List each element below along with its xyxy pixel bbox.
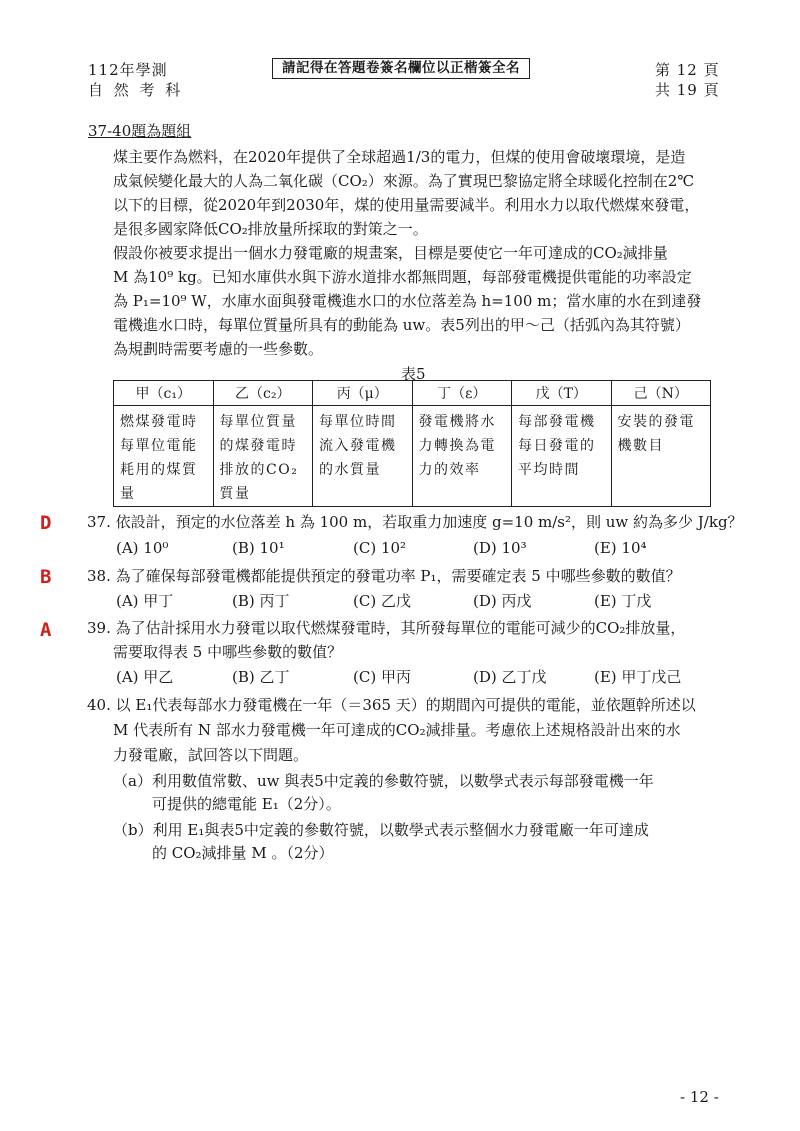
group-title: 37-40題為題組 xyxy=(88,122,192,140)
answer-mark: B xyxy=(40,566,52,588)
table-header-cell: 丁（ε） xyxy=(412,381,512,406)
question-40-stem-cont: 力發電廠，試回答以下問題。 xyxy=(113,746,309,764)
table-header-cell: 甲（c₁） xyxy=(114,381,214,406)
exam-subject: 自 然 考 科 xyxy=(88,81,184,99)
exam-year: 112年學測 xyxy=(88,61,168,79)
question-40-stem-cont: M 代表所有 N 部水力發電機一年可達成的CO₂減排量。考慮依上述規格設計出來的水 xyxy=(113,721,681,739)
total-pages: 共 19 頁 xyxy=(655,81,720,99)
table-cell: 安裝的發電機數目 xyxy=(611,406,711,507)
signature-reminder-banner: 請記得在答題卷簽名欄位以正楷簽全名 xyxy=(272,58,530,79)
question-40-part-a: （a）利用數值常數、uw 與表5中定義的參數符號，以數學式表示每部發電機一年 xyxy=(113,772,654,790)
table-cell: 每部發電機每日發電的平均時間 xyxy=(512,406,612,507)
passage-line: 為規劃時需要考慮的一些參數。 xyxy=(113,340,324,358)
option: (A) 甲丁 xyxy=(116,592,174,610)
question-40-part-a-cont: 可提供的總電能 E₁（2分）。 xyxy=(152,795,341,813)
question-39-stem-cont: 需要取得表 5 中哪些參數的數值？ xyxy=(113,643,343,661)
table-cell: 燃煤發電時每單位電能耗用的煤質量 xyxy=(114,406,214,507)
question-39-stem: 39. 為了估計採用水力發電以取代燃煤發電時，其所發每單位的電能可減少的CO₂排放量， xyxy=(87,619,686,637)
option: (A) 10⁰ xyxy=(116,539,169,557)
option: (C) 10² xyxy=(353,539,407,557)
table-row xyxy=(114,406,711,507)
table-cell: 發電機將水力轉換為電力的效率 xyxy=(412,406,512,507)
option: (B) 乙丁 xyxy=(232,668,290,686)
answer-mark: A xyxy=(40,619,52,641)
table-cell: 每單位時間流入發電機的水質量 xyxy=(313,406,413,507)
passage-line: 假設你被要求提出一個水力發電廠的規畫案，目標是要使它一年可達成的CO₂減排量 xyxy=(113,244,668,262)
table-header-cell: 己（N） xyxy=(611,381,711,406)
option: (D) 丙戊 xyxy=(473,592,532,610)
option: (D) 乙丁戊 xyxy=(473,668,547,686)
option: (E) 甲丁戊己 xyxy=(594,668,682,686)
option: (E) 10⁴ xyxy=(594,539,647,557)
page-indicator: 第 12 頁 xyxy=(655,61,720,79)
question-40-part-b: （b）利用 E₁與表5中定義的參數符號，以數學式表示整個水力發電廠一年可達成 xyxy=(113,821,649,839)
passage-line: 是很多國家降低CO₂排放量所採取的對策之一。 xyxy=(113,220,428,238)
option: (A) 甲乙 xyxy=(116,668,174,686)
table-header-cell: 戊（T） xyxy=(512,381,612,406)
table-header-row xyxy=(114,381,711,406)
option: (B) 丙丁 xyxy=(232,592,290,610)
passage-line: 為 P₁=10⁹ W，水庫水面與發電機進水口的水位落差為 h=100 m；當水庫的水在到達發 xyxy=(113,292,702,310)
table-cell: 每單位質量的煤發電時排放的CO₂質量 xyxy=(213,406,313,507)
question-40-part-b-cont: 的 CO₂減排量 M 。（2分） xyxy=(152,844,334,862)
table-header-cell: 乙（c₂） xyxy=(213,381,313,406)
page-number: - 12 - xyxy=(680,1088,719,1106)
passage-line: 煤主要作為燃料，在2020年提供了全球超過1/3的電力，但煤的使用會破壞環境，是造 xyxy=(113,148,686,166)
passage-line: 成氣候變化最大的人為二氧化碳（CO₂）來源。為了實現巴黎協定將全球暖化控制在2℃ xyxy=(113,172,695,190)
option: (C) 甲丙 xyxy=(353,668,411,686)
passage-line: M 為10⁹ kg。已知水庫供水與下游水道排水都無問題，每部發電機提供電能的功率設定 xyxy=(113,268,692,286)
option: (C) 乙戊 xyxy=(353,592,411,610)
question-38-stem: 38. 為了確保每部發電機都能提供預定的發電功率 P₁，需要確定表 5 中哪些參數的數值？ xyxy=(87,567,681,585)
question-37-stem: 37. 依設計，預定的水位落差 h 為 100 m，若取重力加速度 g=10 m/s²，則 uw 約為多少 J/kg？ xyxy=(87,513,743,531)
answer-mark: D xyxy=(40,512,52,534)
passage-line: 以下的目標，從2020年到2030年，煤的使用量需要減半。利用水力以取代燃煤來發電， xyxy=(113,196,700,214)
option: (D) 10³ xyxy=(473,539,527,557)
table-header-cell: 丙（μ） xyxy=(313,381,413,406)
passage-line: 電機進水口時，每單位質量所具有的動能為 uw。表5列出的甲～己（括弧內為其符號） xyxy=(113,316,690,334)
question-40-stem: 40. 以 E₁代表每部水力發電機在一年（＝365 天）的期間內可提供的電能，並依題幹所述以 xyxy=(87,696,696,714)
table-caption: 表5 xyxy=(401,365,426,383)
option: (B) 10¹ xyxy=(232,539,285,557)
option: (E) 丁戊 xyxy=(594,592,652,610)
parameter-table xyxy=(113,380,711,507)
